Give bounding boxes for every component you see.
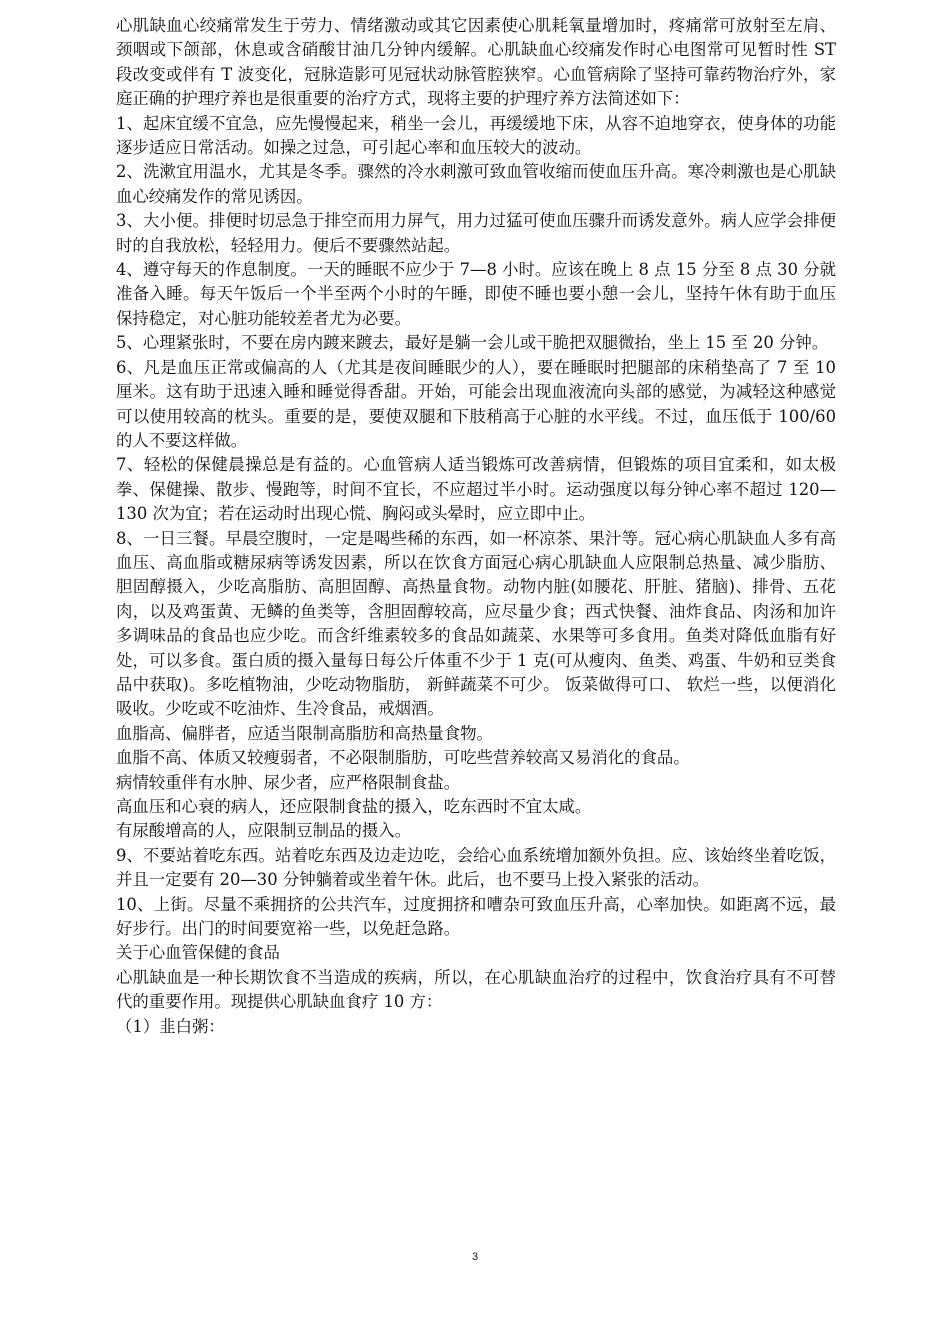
paragraph-diet-note-5: 有尿酸增高的人，应限制豆制品的摄入。: [116, 821, 412, 841]
paragraph-item-9: 9、不要站着吃东西。站着吃东西及边走边吃，会给心血系统增加额外负担。应、该始终坐着吃饭，并且一定要有 20—30 分钟躺着或坐着午休。此后，也不要马上投入紧张的活动。: [116, 845, 836, 890]
paragraph-item-2: 2、洗漱宜用温水，尤其是冬季。骤然的冷水刺激可致血管收缩而使血压升高。寒冷刺激也是心肌缺血心绞痛发作的常见诱因。: [116, 162, 836, 206]
paragraph-item-3: 3、大小便。排便时切忌急于排空而用力屏气，用力过猛可使血压骤升而诱发意外。病人应学会排便时的自我放松，轻轻用力。便后不要骤然站起。: [116, 211, 836, 255]
page-number: 3: [471, 1251, 479, 1263]
paragraph-diet-note-2: 血脂不高、体质又较瘦弱者，不必限制脂肪，可吃些营养较高又易消化的食品。: [116, 748, 690, 768]
paragraph-item-4: 4、遵守每天的作息制度。一天的睡眠不应少于 7—8 小时。应该在晚上 8 点 15 分至 8 点 30 分就准备入睡。每天午饭后一个半至两个小时的午睡，即使不睡也要小憩一会儿，坚持午休有助于血压保持稳定，对心脏功能较差者尤为必要。: [116, 260, 836, 328]
paragraph-intro: 心肌缺血心绞痛常发生于劳力、情绪激动或其它因素使心肌耗氧量增加时，疼痛常可放射至左肩、颈咽或下颌部，休息或含硝酸甘油几分钟内缓解。心肌缺血心绞痛发作时心电图常可见暂时性 ST 段改变或伴有 T 波变化，冠脉造影可见冠状动脉管腔狭窄。心血管病除了坚持可靠药物治疗外，家庭正确的护理疗养也是很重要的治疗方式，现将主要的护理疗养方法简述如下：: [116, 16, 836, 109]
paragraph-diet-note-4: 高血压和心衰的病人，还应限制食盐的摄入，吃东西时不宜太咸。: [116, 797, 592, 816]
paragraph-recipe-1: （1）韭白粥：: [116, 1016, 225, 1036]
paragraph-item-7: 7、轻松的保健晨操总是有益的。心血管病人适当锻炼可改善病情，但锻炼的项目宜柔和，如太极拳、保健操、散步、慢跑等，时间不宜长，不应超过半小时。运动强度以每分钟心率不超过 120—130 次为宜；若在运动时出现心慌、胸闷或头晕时，应立即中止。: [116, 455, 836, 524]
section-heading-food: 关于心血管保健的食品: [116, 943, 280, 963]
paragraph-item-8: 8、一日三餐。早晨空腹时，一定是喝些稀的东西，如一杯凉茶、果汁等。冠心病心肌缺血人多有高血压、高血脂或糖尿病等诱发因素，所以在饮食方面冠心病心肌缺血人应限制总热量、减少脂肪、胆固醇摄入，少吃高脂肪、高胆固醇、高热量食物。动物内脏(如腰花、肝脏、猪脑)、排骨、五花肉，以及鸡蛋黄、无鳞的鱼类等，含胆固醇较高，应尽量少食；西式快餐、油炸食品、肉汤和加许多调味品的食品也应少吃。而含纤维素较多的食品如蔬菜、水果等可多食用。鱼类对降低血脂有好处，可以多食。蛋白质的摄入量每日每公斤体重不少于 1 克(可从瘦肉、鱼类、鸡蛋、牛奶和豆类食品中获取)。多吃植物油，少吃动物脂肪， 新鲜蔬菜不可少。 饭菜做得可口、 软烂一些，以便消化吸收。少吃或不吃油炸、生冷食品，戒烟酒。: [116, 528, 836, 719]
paragraph-item-6: 6、凡是血压正常或偏高的人（尤其是夜间睡眠少的人），要在睡眠时把腿部的床稍垫高了 7 至 10 厘米。这有助于迅速入睡和睡觉得香甜。开始，可能会出现血液流向头部的感觉，为减轻这种感觉可以使用较高的枕头。重要的是，要使双腿和下肢稍高于心脏的水平线。不过，血压低于 100/60 的人不要这样做。: [116, 357, 836, 450]
paragraph-food-intro: 心肌缺血是一种长期饮食不当造成的疾病，所以，在心肌缺血治疗的过程中，饮食治疗具有不可替代的重要作用。现提供心肌缺血食疗 10 方：: [116, 967, 836, 1012]
paragraph-item-10: 10、上街。尽量不乘拥挤的公共汽车，过度拥挤和嘈杂可致血压升高，心率加快。如距离不远，最好步行。出门的时间要宽裕一些，以免赶急路。: [116, 894, 836, 939]
document-body: [116, 14, 836, 1039]
paragraph-diet-note-1: 血脂高、偏胖者，应适当限制高脂肪和高热量食物。: [116, 723, 493, 743]
paragraph-item-1: 1、起床宜缓不宜急，应先慢慢起来，稍坐一会儿，再缓缓地下床，从容不迫地穿衣，使身体的功能逐步适应日常活动。如操之过急，可引起心率和血压较大的波动。: [116, 113, 836, 158]
paragraph-item-5: 5、心理紧张时，不要在房内踱来踱去，最好是躺一会儿或干脆把双腿微抬，坐上 15 至 20 分钟。: [116, 333, 829, 353]
paragraph-diet-note-3: 病情较重伴有水肿、尿少者，应严格限制食盐。: [116, 772, 461, 792]
